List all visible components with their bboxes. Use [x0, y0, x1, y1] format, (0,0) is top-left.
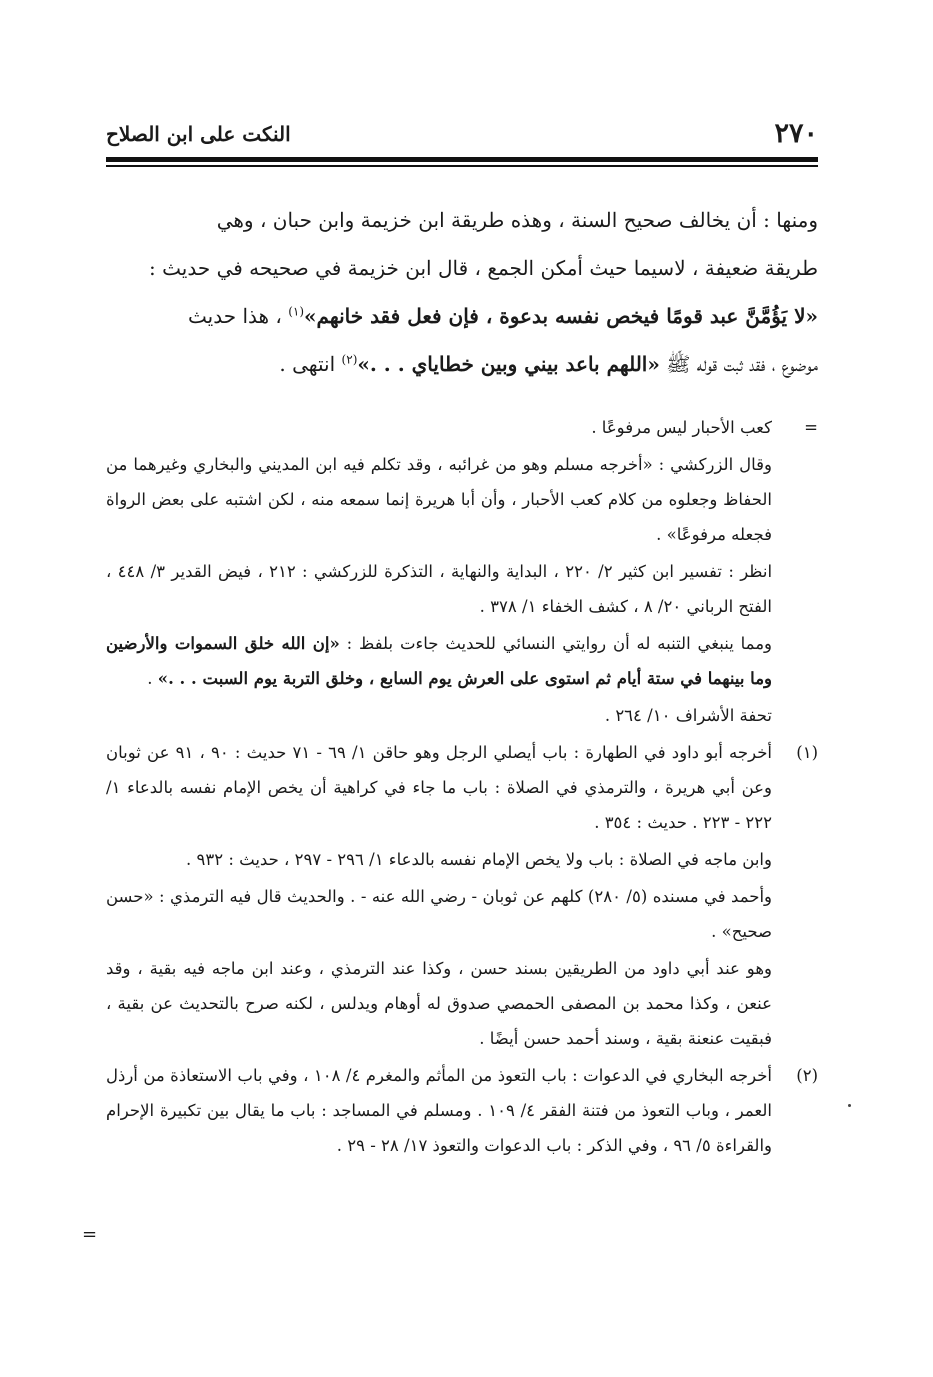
footnotes: [106, 410, 818, 1165]
main-line: [106, 292, 818, 340]
footnote-paragraph: انظر : تفسير ابن كثير ٢/ ٢٢٠ ، البداية والنهاية ، التذكرة للزركشي : ٢١٢ ، فيض القدير ٣/ ٤٤٨ ، الفتح الرباني ٢٠/ ٨ ، كشف الخفاء ١/ ٣٧٨ .: [106, 562, 773, 616]
main-text-span: انتهى .: [279, 352, 342, 376]
hadith-quote: «إن الله خلق السموات والأرضين وما بينهما في ستة أيام ثم استوى على العرش يوم السابع ، وخلق التربة يوم السبت . . .»: [106, 634, 772, 688]
footnote-paragraph: وهو عند أبي داود من الطريقين بسند حسن ، وكذا عند الترمذي ، وعند ابن ماجه فيه بقية ، وقد عنعن ، وكذا محمد بن المصفى الحمصي صدوق له أوهام ويدلس ، لكنه صرح بالتحديث عن بقية ، فبقيت عنعنة بقية ، وسند أحمد حسن أيضًا .: [106, 959, 772, 1048]
footnote-1: [106, 735, 818, 1056]
footnote-paragraph: [106, 626, 772, 696]
footnote-span: ومما ينبغي التنبه له أن روايتي النسائي للحديث جاءت بلفظ :: [339, 634, 773, 653]
footnote-2: [106, 1058, 818, 1163]
footnote-continuation: [106, 410, 818, 733]
page-header: [106, 118, 818, 154]
footnote-paragraph: وابن ماجه في الصلاة : باب ولا يخص الإمام نفسه بالدعاء ١/ ٢٩٦ - ٢٩٧ ، حديث : ٩٣٢ .: [185, 850, 772, 869]
footnote-paragraph: كعب الأحبار ليس مرفوعًا .: [591, 418, 772, 437]
main-text-span: موضوع ، فقد ثبت قوله ﷺ: [659, 352, 818, 376]
page-number: ٢٧٠: [774, 118, 818, 149]
footnote-paragraph: أخرجه البخاري في الدعوات : باب التعوذ من المأثم والمغرم ٤/ ١٠٨ ، وفي باب الاستعاذة من أرذل العمر ، وباب التعوذ من فتنة الفقر ٤/ ١٠٩ . ومسلم في المساجد : باب ما يقال بين تكبيرة الإحرام والقراءة ٥/ ٩٦ ، وفي الذكر : باب الدعوات والتعوذ ١٧/ ٢٨ - ٢٩ .: [106, 1066, 772, 1155]
continuation-marker: =: [804, 418, 818, 437]
hadith-quote: «لا يَؤُمَّنَّ عبد قومًا فيخص نفسه بدعوة ، فإن فعل فقد خانهم»: [304, 304, 818, 328]
main-line: طريقة ضعيفة ، لاسيما حيث أمكن الجمع ، قال ابن خزيمة في صحيحه في حديث :: [149, 256, 818, 280]
main-line: ومنها : أن يخالف صحيح السنة ، وهذه طريقة ابن خزيمة وابن حبان ، وهي: [216, 208, 818, 232]
footnote-span: .: [147, 669, 158, 688]
main-line: [106, 340, 818, 388]
running-title: النكت على ابن الصلاح: [106, 122, 291, 146]
continues-marker: =: [82, 1224, 98, 1245]
footnote-marker: (٢): [796, 1066, 818, 1085]
footnote-paragraph: أخرجه أبو داود في الطهارة : باب أيصلي الرجل وهو حاقن ١/ ٦٩ - ٧١ حديث : ٩٠ ، ٩١ عن ثوبان وعن أبي هريرة ، والترمذي في الصلاة : باب ما جاء في كراهية أن يخص الإمام نفسه بالدعاء ١/ ٢٢٢ - ٢٢٣ . حديث : ٣٥٤ .: [106, 743, 772, 832]
main-text-span: ، هذا حديث: [188, 304, 289, 328]
footnote-ref: (٢): [341, 352, 358, 367]
scan-speck: [848, 1104, 851, 1107]
main-text: [106, 196, 818, 388]
footnote-paragraph: وقال الزركشي : «أخرجه مسلم وهو من غرائبه ، وقد تكلم فيه ابن المديني والبخاري وغيرهما من الحفاظ وجعلوه من كلام كعب الأحبار ، وأن أبا هريرة إنما سمعه منه ، لكن اشتبه على بعض الرواة فجعله مرفوعًا» .: [106, 455, 772, 544]
footnote-marker: (١): [796, 743, 818, 762]
footnote-ref: (١): [288, 304, 305, 319]
footnote-paragraph: تحفة الأشراف ١٠/ ٢٦٤ .: [604, 706, 772, 725]
header-rule-thin: [106, 165, 818, 167]
header-rule-thick: [106, 157, 818, 162]
footnote-paragraph: وأحمد في مسنده (٥/ ٢٨٠) كلهم عن ثوبان - رضي الله عنه - . والحديث قال فيه الترمذي : «حسن صحيح» .: [106, 887, 772, 941]
hadith-quote: «اللهم باعد بيني وبين خطاياي . . .»: [357, 352, 660, 376]
